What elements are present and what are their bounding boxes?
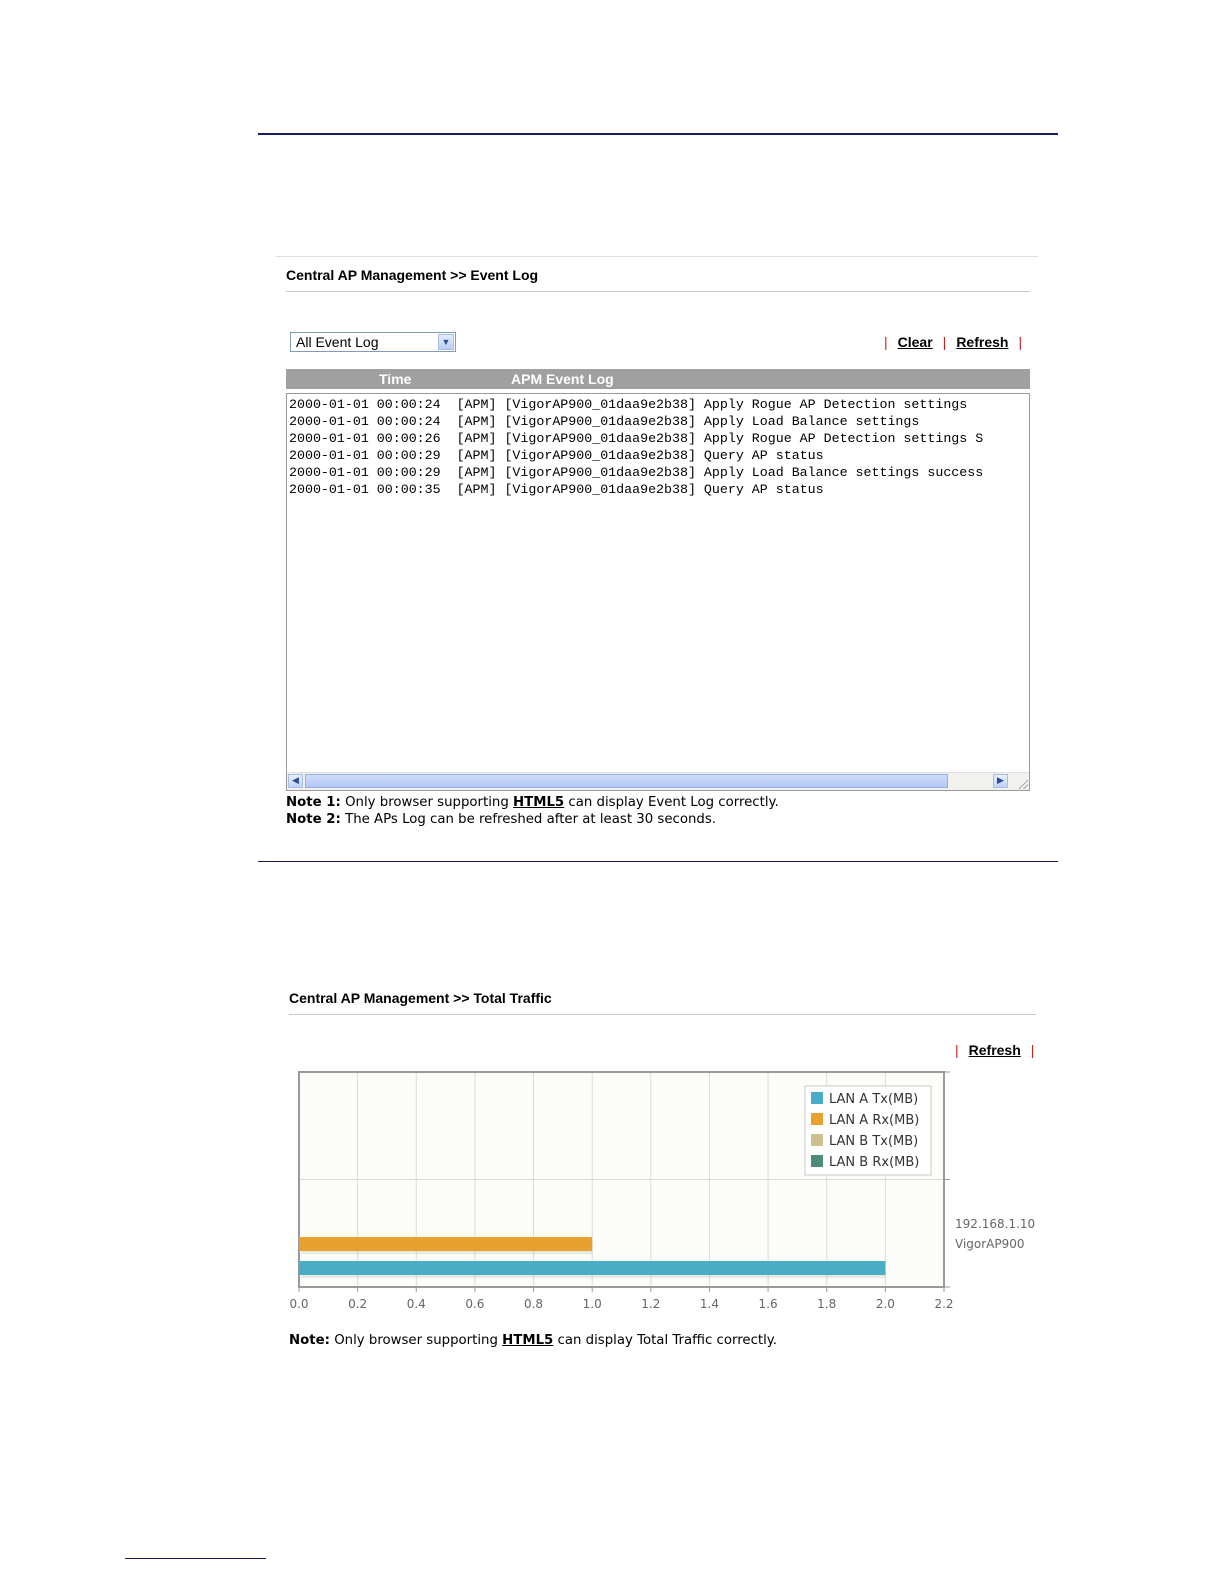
scrollbar-thumb[interactable] <box>305 774 948 788</box>
horizontal-scrollbar[interactable] <box>287 772 1029 790</box>
section-rule-middle <box>258 861 1058 862</box>
bar <box>299 1261 885 1275</box>
note-1 <box>286 795 779 810</box>
note-label: Note 2: <box>286 812 341 827</box>
separator: | <box>884 334 888 350</box>
x-tick-label: 1.0 <box>582 1297 602 1311</box>
title-underline <box>289 1014 1036 1015</box>
refresh-button[interactable]: Refresh <box>968 1042 1021 1058</box>
legend-label: LAN B Rx(MB) <box>829 1155 920 1170</box>
x-tick-label: 1.4 <box>699 1297 720 1311</box>
y-category-label: VigorAP900 <box>955 1237 1025 1251</box>
column-header-event: APM Event Log <box>511 371 614 387</box>
x-tick-label: 1.6 <box>758 1297 778 1311</box>
separator: | <box>955 1042 959 1058</box>
panel-top-border <box>276 256 1038 257</box>
scroll-left-icon[interactable]: ◀ <box>288 774 303 788</box>
note-text: Only browser supporting <box>329 1333 503 1348</box>
log-line: 2000-01-01 00:00:24 [APM] [VigorAP900_01daa9e2b38] Apply Load Balance settings <box>289 414 920 429</box>
x-tick-label: 1.2 <box>641 1297 661 1311</box>
event-log-actions <box>874 334 1022 350</box>
legend-swatch <box>811 1155 823 1167</box>
y-category-label: 192.168.1.10 <box>955 1217 1036 1231</box>
legend-swatch <box>811 1092 823 1104</box>
note-text: Only browser supporting <box>340 795 514 810</box>
event-log-filter-select[interactable] <box>290 332 456 352</box>
note-label: Note 1: <box>286 795 341 810</box>
note-text: can display Total Traffic correctly. <box>553 1333 778 1348</box>
traffic-actions <box>945 1042 1034 1058</box>
x-tick-label: 0.0 <box>289 1297 309 1311</box>
refresh-button[interactable]: Refresh <box>956 334 1009 350</box>
log-line: 2000-01-01 00:00:29 [APM] [VigorAP900_01daa9e2b38] Query AP status <box>289 448 824 463</box>
legend-label: LAN A Rx(MB) <box>829 1113 920 1128</box>
note-label: Note: <box>289 1333 330 1348</box>
x-tick-label: 0.2 <box>348 1297 368 1311</box>
resize-grip-icon[interactable] <box>1016 777 1028 789</box>
page-title-total-traffic: Central AP Management >> Total Traffic <box>289 990 552 1006</box>
separator: | <box>942 334 947 350</box>
x-tick-label: 1.8 <box>817 1297 837 1311</box>
section-rule-top <box>258 133 1058 135</box>
x-tick-label: 0.8 <box>523 1297 544 1311</box>
scroll-right-icon[interactable]: ▶ <box>993 774 1008 788</box>
bar <box>299 1237 592 1251</box>
legend-swatch <box>811 1134 823 1146</box>
legend-label: LAN A Tx(MB) <box>829 1092 919 1107</box>
page-title-event-log: Central AP Management >> Event Log <box>286 267 539 283</box>
log-line: 2000-01-01 00:00:29 [APM] [VigorAP900_01daa9e2b38] Apply Load Balance settings success <box>289 465 984 480</box>
note-text: The APs Log can be refreshed after at least 30 seconds. <box>340 812 716 827</box>
footer-rule <box>125 1558 266 1559</box>
total-traffic-chart <box>280 1060 1040 1322</box>
html5-link[interactable]: HTML5 <box>502 1333 554 1348</box>
note-text: can display Event Log correctly. <box>564 795 779 810</box>
chevron-down-icon[interactable]: ▼ <box>438 334 454 350</box>
legend-swatch <box>811 1113 823 1125</box>
separator: | <box>1030 1042 1035 1058</box>
html5-link[interactable]: HTML5 <box>513 795 565 810</box>
log-line: 2000-01-01 00:00:24 [APM] [VigorAP900_01daa9e2b38] Apply Rogue AP Detection settings <box>289 397 968 412</box>
note-2 <box>286 812 716 827</box>
separator: | <box>1018 334 1023 350</box>
legend-label: LAN B Tx(MB) <box>829 1134 919 1149</box>
log-line: 2000-01-01 00:00:35 [APM] [VigorAP900_01daa9e2b38] Query AP status <box>289 482 824 497</box>
x-tick-label: 0.4 <box>406 1297 426 1311</box>
log-line: 2000-01-01 00:00:26 [APM] [VigorAP900_01daa9e2b38] Apply Rogue AP Detection settings S <box>289 431 984 446</box>
title-underline <box>286 291 1030 292</box>
event-log-textarea[interactable] <box>286 393 1030 791</box>
clear-button[interactable]: Clear <box>897 334 933 350</box>
column-header-time: Time <box>379 371 412 387</box>
x-tick-label: 2.2 <box>934 1297 954 1311</box>
log-table-header <box>286 369 1030 389</box>
traffic-note <box>289 1333 777 1348</box>
event-log-filter-value: All Event Log <box>296 334 379 350</box>
x-tick-label: 0.6 <box>465 1297 485 1311</box>
x-tick-label: 2.0 <box>875 1297 895 1311</box>
